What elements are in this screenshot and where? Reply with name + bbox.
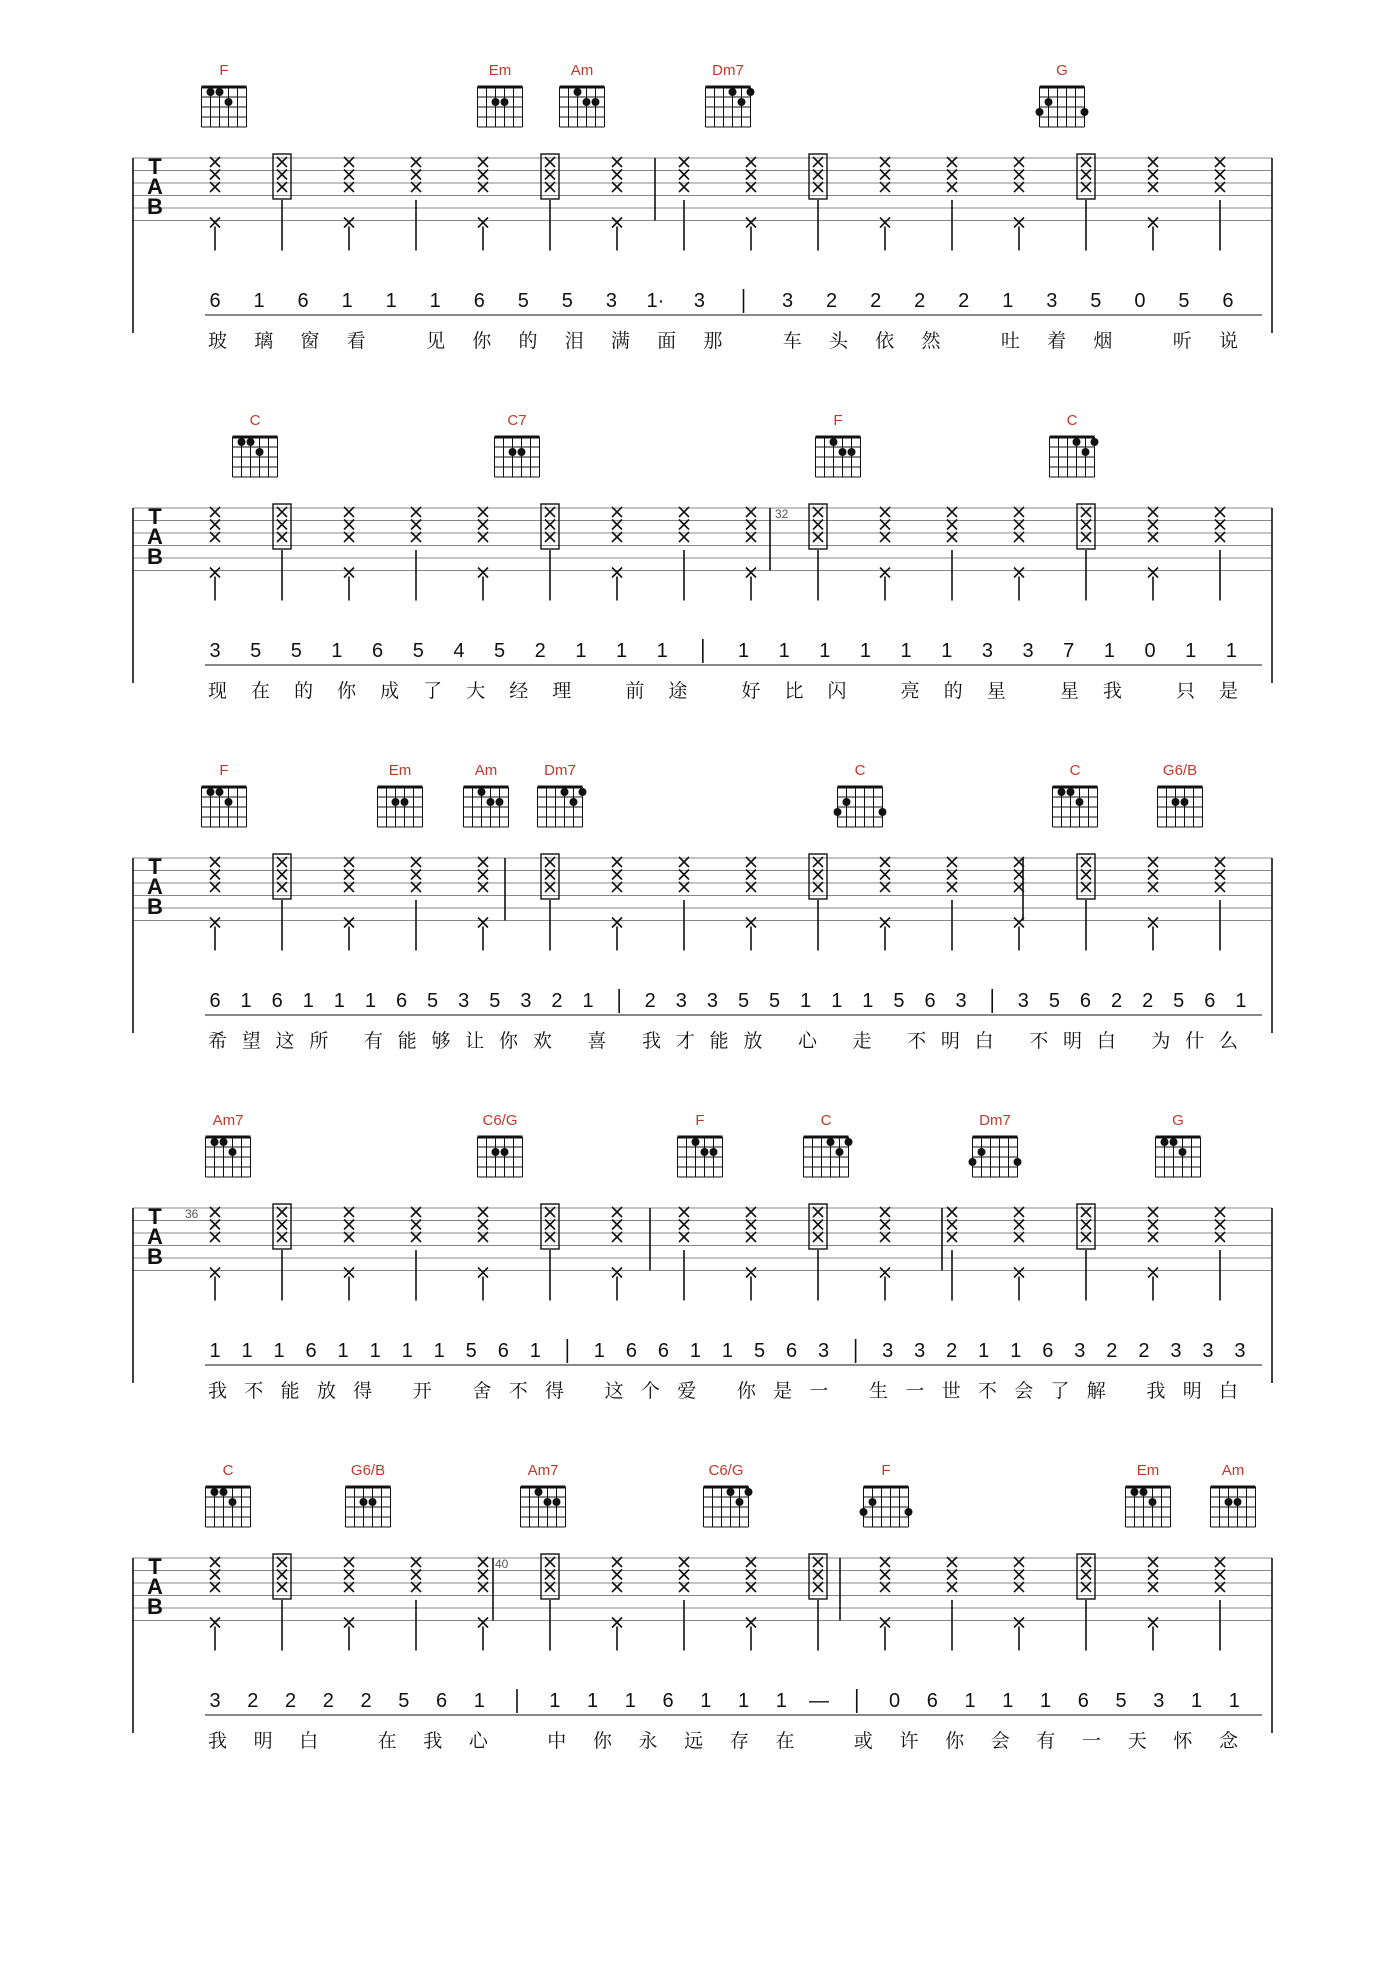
jianpu-note: 5 xyxy=(427,990,439,1012)
lyrics-line: 现在的你成了大经理 前途 好比闪 亮的星 星我 只是 xyxy=(208,680,1238,702)
jianpu-note: 5 xyxy=(1178,290,1190,312)
chord-name: F xyxy=(219,62,229,79)
chord-diagram-c xyxy=(1053,762,1098,827)
jianpu-note: 3 xyxy=(882,1340,894,1362)
tab-x-mark xyxy=(746,568,756,578)
jianpu-note: 1 xyxy=(1225,640,1237,662)
chord-diagram-dm7 xyxy=(538,762,587,827)
tab-x-mark xyxy=(612,1268,622,1278)
jianpu-note: 5 xyxy=(290,640,302,662)
jianpu-note: 0 xyxy=(1144,640,1156,662)
tab-x-mark xyxy=(478,568,488,578)
jianpu-note: 1 xyxy=(1235,990,1247,1012)
jianpu-note: 1 xyxy=(859,640,872,662)
jianpu-note: 3 xyxy=(693,290,706,312)
chord-name: G6/B xyxy=(350,1462,386,1479)
jianpu-note: 6 xyxy=(662,1690,674,1712)
jianpu-note: 3 xyxy=(605,290,617,312)
jianpu-note: 5 xyxy=(1048,990,1060,1012)
tab-clef-letter: A xyxy=(147,1574,163,1599)
jianpu-note: 2 xyxy=(1110,990,1123,1012)
chord-name: Am7 xyxy=(527,1462,559,1479)
jianpu-note: 2 xyxy=(644,990,656,1012)
jianpu-note: 1 xyxy=(700,1690,712,1712)
jianpu-note: 6 xyxy=(1077,1690,1089,1712)
jianpu-note: 1 xyxy=(1185,640,1197,662)
jianpu-note: 3 xyxy=(1017,990,1029,1012)
jianpu-note: 1 xyxy=(401,1340,413,1362)
jianpu-note: 1 xyxy=(862,990,874,1012)
jianpu-note: 5 xyxy=(753,1340,766,1362)
tab-x-mark xyxy=(1148,218,1158,228)
tab-x-mark xyxy=(210,568,220,578)
tab-clef-letter: T xyxy=(148,504,162,529)
jianpu-note: 5 xyxy=(412,640,424,662)
tab-x-mark xyxy=(1148,918,1158,928)
tab-clef-letter: A xyxy=(147,1224,163,1249)
chord-name: C6/G xyxy=(708,1462,744,1479)
tab-x-mark xyxy=(1014,568,1024,578)
tab-clef-letter: T xyxy=(148,1554,162,1579)
chord-diagram-f xyxy=(678,1112,723,1177)
jianpu-note: 1 xyxy=(369,1340,381,1362)
tab-x-mark xyxy=(880,218,890,228)
jianpu-note: 3 xyxy=(1022,640,1034,662)
chord-name: C xyxy=(820,1112,832,1129)
tab-clef-letter: A xyxy=(147,874,163,899)
tab-clef-letter: B xyxy=(147,894,163,919)
tab-x-mark xyxy=(880,1268,890,1278)
jianpu-note: 3 xyxy=(209,1690,221,1712)
jianpu-note: 6 xyxy=(305,1340,317,1362)
chord-name: C7 xyxy=(507,412,527,429)
jianpu-note: 1 xyxy=(1002,290,1014,312)
chord-diagram-dm7 xyxy=(969,1112,1022,1177)
chord-diagram-f xyxy=(202,62,247,127)
jianpu-note: 2 xyxy=(1106,1340,1118,1362)
tab-clef-letter: T xyxy=(148,1204,162,1229)
tab-x-mark xyxy=(210,1268,220,1278)
chord-name: C xyxy=(854,762,866,779)
measure-number: 40 xyxy=(495,1557,509,1571)
measure-number: 32 xyxy=(775,507,789,521)
chord-diagram-am xyxy=(464,762,509,827)
tab-x-mark xyxy=(612,918,622,928)
chord-diagram-c6g xyxy=(704,1462,753,1527)
jianpu-note: 3 xyxy=(209,640,221,662)
jianpu-note: 5 xyxy=(250,640,262,662)
jianpu-note: 6 xyxy=(209,990,221,1012)
jianpu-note: 1 xyxy=(656,640,668,662)
tab-x-mark xyxy=(344,568,354,578)
chord-diagram-g xyxy=(1156,1112,1201,1177)
chord-name: F xyxy=(881,1462,891,1479)
tab-x-mark xyxy=(1014,1618,1024,1628)
jianpu-note: 3 xyxy=(706,990,718,1012)
chord-name: Em xyxy=(1136,1462,1160,1479)
measure-number: 36 xyxy=(185,1207,199,1221)
jianpu-note: 1 xyxy=(721,1340,734,1362)
tab-x-mark xyxy=(1148,1268,1158,1278)
chord-diagram-g6b xyxy=(1158,762,1203,827)
jianpu-note: 6 xyxy=(926,1690,938,1712)
jianpu-note: 1 xyxy=(1228,1690,1240,1712)
chord-diagram-em xyxy=(378,762,423,827)
jianpu-note: 6 xyxy=(657,1340,669,1362)
tab-x-mark xyxy=(612,568,622,578)
jianpu-note: 2 xyxy=(284,1690,297,1712)
chord-name: Am7 xyxy=(212,1112,244,1129)
jianpu-note: 1 xyxy=(819,640,831,662)
jianpu-note: 1 xyxy=(341,290,353,312)
jianpu-note: 1 xyxy=(333,990,345,1012)
jianpu-note: — xyxy=(809,1690,829,1712)
jianpu-note: 1 xyxy=(1190,1690,1203,1712)
jianpu-note: 1 xyxy=(364,990,377,1012)
jianpu-note: 6 xyxy=(372,640,384,662)
jianpu-note: 1 xyxy=(549,1690,561,1712)
jianpu-note: 3 xyxy=(1153,1690,1165,1712)
jianpu-note: 5 xyxy=(1173,990,1185,1012)
chord-diagram-c6g xyxy=(478,1112,523,1177)
chord-name: Em xyxy=(388,762,412,779)
jianpu-note: 6 xyxy=(209,290,221,312)
jianpu-note: 5 xyxy=(1115,1690,1127,1712)
jianpu-note: 3 xyxy=(1046,290,1058,312)
score-system-1 xyxy=(133,62,1272,352)
jianpu-note: 2 xyxy=(958,290,970,312)
jianpu-note: 3 xyxy=(981,640,993,662)
jianpu-note: 5 xyxy=(517,290,529,312)
jianpu-note: 1 xyxy=(429,290,441,312)
jianpu-note: 3 xyxy=(1074,1340,1086,1362)
jianpu-note: 1 xyxy=(529,1340,541,1362)
jianpu-note: 2 xyxy=(1142,990,1154,1012)
jianpu-note: 6 xyxy=(473,290,485,312)
jianpu-note: 1 xyxy=(241,1340,253,1362)
chord-diagram-g xyxy=(1036,62,1089,127)
jianpu-note: 1 xyxy=(337,1340,349,1362)
jianpu-note: 1 xyxy=(1103,640,1115,662)
jianpu-note: 6 xyxy=(785,1340,798,1362)
tab-x-mark xyxy=(612,1618,622,1628)
jianpu-note: 3 xyxy=(458,990,470,1012)
tab-clef-letter: A xyxy=(147,524,163,549)
tab-x-mark xyxy=(344,1268,354,1278)
chord-diagram-f xyxy=(202,762,247,827)
tab-x-mark xyxy=(1014,1268,1024,1278)
jianpu-note: 1· xyxy=(646,290,665,312)
chord-diagram-f xyxy=(860,1462,913,1527)
jianpu-note: 1 xyxy=(240,990,252,1012)
tab-clef-letter: T xyxy=(148,854,162,879)
jianpu-note: 2 xyxy=(360,1690,372,1712)
jianpu-note: 1 xyxy=(737,1690,750,1712)
jianpu-note: 6 xyxy=(497,1340,509,1362)
jianpu-note: 2 xyxy=(826,290,838,312)
chord-name: Am xyxy=(474,762,498,779)
jianpu-note: 1 xyxy=(941,640,953,662)
jianpu-note: 1 xyxy=(624,1690,636,1712)
chord-diagram-am xyxy=(560,62,605,127)
chord-name: C xyxy=(222,1462,234,1479)
tab-clef-letter: A xyxy=(147,174,163,199)
tab-x-mark xyxy=(746,918,756,928)
tab-x-mark xyxy=(880,568,890,578)
chord-name: Dm7 xyxy=(712,62,744,79)
jianpu-note: 3 xyxy=(818,1340,830,1362)
chord-diagram-c xyxy=(206,1462,251,1527)
chord-name: Em xyxy=(488,62,512,79)
chord-diagram-em xyxy=(478,62,523,127)
tab-clef-letter: T xyxy=(148,154,162,179)
jianpu-note: 3 xyxy=(675,990,687,1012)
jianpu-note: 1 xyxy=(1010,1340,1022,1362)
jianpu-note: 1 xyxy=(575,640,587,662)
score-content xyxy=(133,62,1272,1752)
jianpu-note: 1 xyxy=(273,1340,285,1362)
chord-name: F xyxy=(219,762,229,779)
tab-x-mark xyxy=(880,918,890,928)
jianpu-note: 3 xyxy=(1234,1340,1246,1362)
tab-x-mark xyxy=(478,1618,488,1628)
tab-clef-letter: B xyxy=(147,1244,163,1269)
chord-name: Dm7 xyxy=(544,762,576,779)
jianpu-note: 2 xyxy=(247,1690,259,1712)
jianpu-note: 1 xyxy=(253,290,265,312)
chord-diagram-c xyxy=(233,412,278,477)
tab-x-mark xyxy=(210,1618,220,1628)
chord-diagram-am7 xyxy=(521,1462,566,1527)
lyrics-line: 希望这所 有能够让你欢 喜 我才能放 心 走 不明白 不明白 为什么 xyxy=(208,1030,1238,1052)
tab-clef-letter: B xyxy=(147,1594,163,1619)
tab-clef-letter: B xyxy=(147,544,163,569)
tab-x-mark xyxy=(1014,218,1024,228)
score-system-3 xyxy=(133,762,1272,1052)
jianpu-note: 2 xyxy=(1138,1340,1150,1362)
chord-name: C xyxy=(249,412,261,429)
chord-diagram-am xyxy=(1211,1462,1256,1527)
tab-x-mark xyxy=(612,218,622,228)
jianpu-note: 1 xyxy=(964,1690,976,1712)
tab-x-mark xyxy=(344,218,354,228)
jianpu-note: 5 xyxy=(893,990,905,1012)
tab-x-mark xyxy=(344,1618,354,1628)
jianpu-note: 6 xyxy=(924,990,936,1012)
jianpu-note: 6 xyxy=(297,290,309,312)
jianpu-note: 3 xyxy=(914,1340,926,1362)
tab-x-mark xyxy=(746,1268,756,1278)
score-system-2 xyxy=(133,412,1272,702)
jianpu-note: 1 xyxy=(831,990,843,1012)
jianpu-note: 3 xyxy=(1170,1340,1182,1362)
tab-x-mark xyxy=(746,218,756,228)
chord-diagram-c xyxy=(804,1112,853,1177)
chord-name: Am xyxy=(570,62,594,79)
jianpu-note: 1 xyxy=(582,990,594,1012)
jianpu-note: 3 xyxy=(1202,1340,1214,1362)
jianpu-note: 6 xyxy=(1204,990,1216,1012)
jianpu-note: 2 xyxy=(551,990,563,1012)
chord-diagram-am7 xyxy=(206,1112,251,1177)
lyrics-line: 玻璃窗看 见你的泪满面那 车头依然 吐着烟 听说 xyxy=(208,330,1238,352)
jianpu-note: 1 xyxy=(473,1690,485,1712)
chord-diagram-c7 xyxy=(495,412,540,477)
jianpu-note: 5 xyxy=(737,990,750,1012)
jianpu-note: 5 xyxy=(489,990,501,1012)
jianpu-note: 1 xyxy=(1002,1690,1014,1712)
chord-name: Am xyxy=(1221,1462,1245,1479)
tab-clef-letter: B xyxy=(147,194,163,219)
tab-x-mark xyxy=(210,918,220,928)
chord-diagram-g6b xyxy=(346,1462,391,1527)
jianpu-note: 3 xyxy=(781,290,794,312)
jianpu-note: 6 xyxy=(435,1690,448,1712)
score-system-5 xyxy=(133,1462,1272,1752)
jianpu-note: 1 xyxy=(978,1340,990,1362)
jianpu-note: 5 xyxy=(465,1340,477,1362)
chord-name: G xyxy=(1056,62,1068,79)
jianpu-note: 1 xyxy=(615,640,628,662)
chord-name: Dm7 xyxy=(979,1112,1011,1129)
jianpu-note: 6 xyxy=(625,1340,637,1362)
jianpu-note: 1 xyxy=(800,990,812,1012)
jianpu-note: 2 xyxy=(946,1340,958,1362)
jianpu-note: 5 xyxy=(769,990,781,1012)
jianpu-note: 4 xyxy=(453,640,465,662)
jianpu-note: 2 xyxy=(914,290,926,312)
jianpu-note: 1 xyxy=(1039,1690,1052,1712)
chord-name: F xyxy=(833,412,843,429)
jianpu-note: 6 xyxy=(395,990,408,1012)
jianpu-note: 1 xyxy=(331,640,343,662)
jianpu-note: 1 xyxy=(433,1340,445,1362)
chord-diagram-dm7 xyxy=(706,62,755,127)
jianpu-note: 5 xyxy=(398,1690,410,1712)
chord-name: C6/G xyxy=(482,1112,518,1129)
jianpu-note: 1 xyxy=(900,640,912,662)
jianpu-note: 6 xyxy=(1222,290,1234,312)
jianpu-note: 5 xyxy=(561,290,573,312)
chord-diagram-em xyxy=(1126,1462,1171,1527)
lyrics-line: 我不能放得 开 舍不得 这个爱 你是一 生一世不会了解 我明白 xyxy=(208,1380,1239,1402)
chord-diagram-c xyxy=(834,762,887,827)
jianpu-note: 5 xyxy=(494,640,506,662)
chord-name: C xyxy=(1069,762,1081,779)
chord-name: C xyxy=(1066,412,1078,429)
tab-x-mark xyxy=(1148,1618,1158,1628)
jianpu-note: 0 xyxy=(1134,290,1146,312)
jianpu-note: 6 xyxy=(271,990,283,1012)
jianpu-note: 1 xyxy=(775,1690,787,1712)
chord-name: F xyxy=(695,1112,705,1129)
jianpu-note: 1 xyxy=(689,1340,702,1362)
lyrics-line: 我明白 在我心 中你永远存在 或许你会有一天怀念 xyxy=(208,1730,1238,1752)
jianpu-note: 1 xyxy=(209,1340,221,1362)
tab-x-mark xyxy=(344,918,354,928)
score-system-4 xyxy=(133,1112,1272,1402)
jianpu-note: 2 xyxy=(534,640,546,662)
jianpu-note: 1 xyxy=(737,640,750,662)
chord-diagram-f xyxy=(816,412,861,477)
jianpu-note: 1 xyxy=(302,990,314,1012)
jianpu-note: 3 xyxy=(955,990,967,1012)
jianpu-note: 5 xyxy=(1090,290,1102,312)
jianpu-note: 1 xyxy=(586,1690,599,1712)
jianpu-note: 0 xyxy=(888,1690,901,1712)
jianpu-note: 1 xyxy=(778,640,790,662)
tab-x-mark xyxy=(1148,568,1158,578)
jianpu-note: 1 xyxy=(593,1340,605,1362)
chord-name: G6/B xyxy=(1162,762,1198,779)
tab-x-mark xyxy=(478,1268,488,1278)
chord-diagram-c xyxy=(1050,412,1099,477)
tab-x-mark xyxy=(880,1618,890,1628)
chord-name: G xyxy=(1172,1112,1184,1129)
tab-x-mark xyxy=(478,218,488,228)
jianpu-note: 6 xyxy=(1079,990,1092,1012)
jianpu-note: 6 xyxy=(1042,1340,1054,1362)
jianpu-note: 1 xyxy=(385,290,397,312)
tab-x-mark xyxy=(478,918,488,928)
tab-x-mark xyxy=(746,1618,756,1628)
jianpu-note: 2 xyxy=(322,1690,334,1712)
jianpu-note: 3 xyxy=(520,990,532,1012)
tab-x-mark xyxy=(210,218,220,228)
tab-x-mark xyxy=(1014,918,1024,928)
jianpu-note: 2 xyxy=(870,290,882,312)
jianpu-note: 7 xyxy=(1063,640,1075,662)
